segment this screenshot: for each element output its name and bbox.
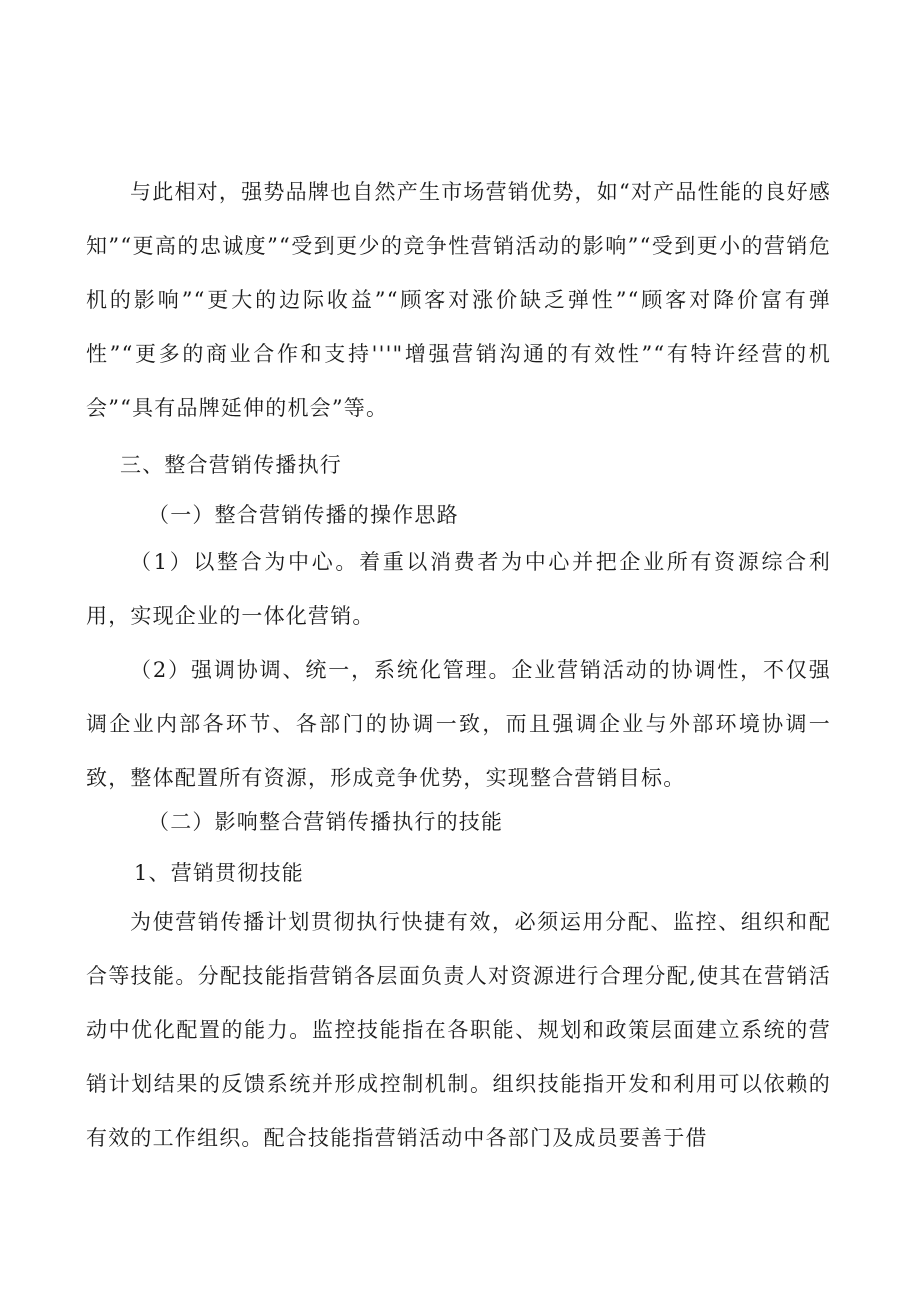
- point-coordination-management: （2）强调协调、统一，系统化管理。企业营销活动的协调性，不仅强调企业内部各环节、各部门的协调一致，而且强调企业与外部环境协调一致，整体配置所有资源，形成竞争优势，实现整合营销目标。: [86, 658, 831, 790]
- point-integration-center: （1）以整合为中心。着重以消费者为中心并把企业所有资源综合利用，实现企业的一体化营销。: [86, 550, 831, 628]
- implementation-skills-paragraph: 为使营销传播计划贯彻执行快捷有效，必须运用分配、监控、组织和配合等技能。分配技能指营销各层面负责人对资源进行合理分配,使其在营销活动中优化配置的能力。监控技能指在各职能、规划和政策层面建立系统的营销计划结果的反馈系统并形成控制机制。组织技能指开发和利用可以依赖的有效的工作组织。配合技能指营销活动中各部门及成员要善于借: [86, 910, 831, 1150]
- section-title: 三、整合营销传播执行: [120, 453, 342, 477]
- subsection-title-execution-skills: （二）影响整合营销传播执行的技能: [148, 810, 504, 834]
- subsection-title-operation-ideas: （一）整合营销传播的操作思路: [148, 503, 459, 527]
- brand-advantages-paragraph: 与此相对，强势品牌也自然产生市场营销优势，如“对产品性能的良好感知”“更高的忠诚度”“受到更少的竞争性营销活动的影响”“受到更小的营销危机的影响”“更大的边际收益”“顾客对涨价缺乏弹性”“顾客对降价富有弹性”“更多的商业合作和支持'''"增强营销沟通的有效性”“有特许经营的机会”“具有品牌延伸的机会”等。: [86, 180, 831, 420]
- item-title-implementation-skills: 1、营销贯彻技能: [134, 861, 304, 885]
